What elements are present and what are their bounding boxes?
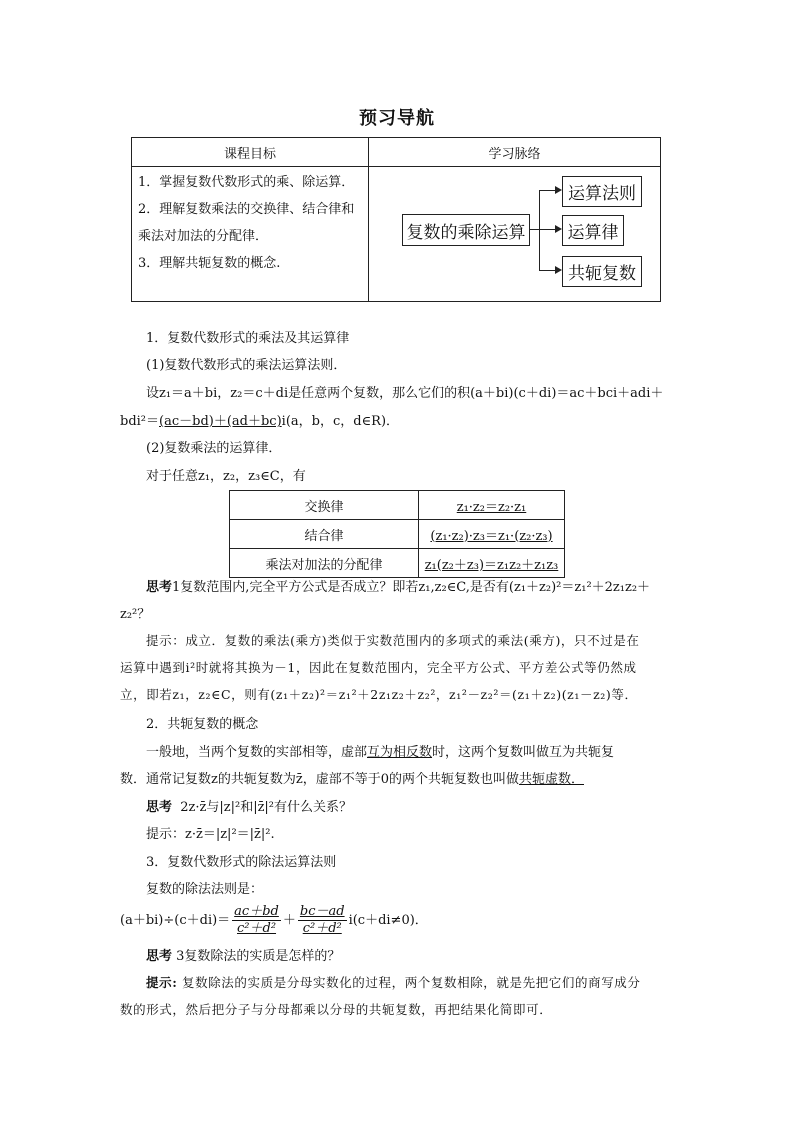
goal-item: 1．掌握复数代数形式的乘、除运算． <box>138 175 355 190</box>
law-formula: (z₁·z₂)·z₃＝z₁·(z₂·z₃) <box>419 520 565 549</box>
formula-left: (a＋bi)÷(c＋di)＝ <box>120 913 231 928</box>
think-2-answer: 提示：z·z̄＝|z|²＝|z̄|². <box>146 827 275 842</box>
law-name: 结合律 <box>230 520 419 549</box>
think-2-question <box>120 796 706 815</box>
text-span: 1复数范围内,完全平方公式是否成立？即若z₁,z₂∈C,是否有(z₁＋z₂)²＝z₁²＋2z₁z₂＋ <box>172 580 651 595</box>
think-label: 思考 <box>146 580 173 595</box>
text-span: i(a，b，c，d∈R)． <box>281 414 400 429</box>
goals-header-right: 学习脉络 <box>369 138 661 167</box>
law-name: 交换律 <box>230 491 419 520</box>
think-1-answer-1 <box>120 631 706 649</box>
text-span: 一般地，当两个复数的实部相等，虚部 <box>146 745 368 760</box>
section-1-line3: 对于任意z₁，z₂，z₃∈C，有 <box>146 469 306 484</box>
fill-in-answer: 互为相反数 <box>367 745 433 760</box>
text-span: 3复数除法的实质是怎样的？ <box>176 949 341 964</box>
think-label: 思考 <box>146 800 173 815</box>
think-1-question <box>120 576 706 595</box>
think-label: 思考 <box>146 949 173 964</box>
fraction-denominator: c²＋d² <box>302 921 342 936</box>
plus-sign: ＋ <box>282 913 296 928</box>
fraction-numerator: bc－ad <box>299 904 345 919</box>
goals-table <box>131 137 661 302</box>
text-span: 数．通常记复数z的共轭复数为z̄，虚部不等于0的两个共轭复数也叫做 <box>120 772 519 787</box>
think-1-answer-2: 运算中遇到i²时就将其换为－1，因此在复数范围内，完全平方公式、平方差公式等仍然成 <box>120 660 637 675</box>
division-formula <box>120 904 680 937</box>
section-3-line1: 复数的除法法则是： <box>146 882 264 897</box>
law-formula: z₁(z₂＋z₃)＝z₁z₂＋z₁z₃ <box>419 549 565 578</box>
law-name: 乘法对加法的分配律 <box>230 549 419 578</box>
fraction-numerator: ac＋bd <box>234 904 279 919</box>
think-1-answer-3: 立，即若z₁，z₂∈C，则有(z₁＋z₂)²＝z₁²＋2z₁z₂＋z₂²，z₁²－z₂²＝(z₁＋z₂)(z₁－z₂)等． <box>120 687 638 702</box>
text-span: 2z·z̄与|z|²和|z̄|²有什么关系？ <box>180 800 353 815</box>
think-3-question <box>120 945 706 964</box>
fraction-real <box>232 904 281 937</box>
diagram-root-box: 复数的乘除运算 <box>402 214 530 246</box>
goal-item: 2．理解复数乘法的交换律、结合律和乘法对加法的分配律． <box>138 202 355 244</box>
text-span: bdi²＝ <box>120 414 160 429</box>
think-3-answer-1 <box>120 973 706 991</box>
law-formula: z₁·z₂＝z₂·z₁ <box>419 491 565 520</box>
section-3-heading: 3．复数代数形式的除法运算法则 <box>146 855 337 870</box>
text-span: 时，这两个复数叫做互为共轭复 <box>432 745 615 760</box>
laws-table <box>229 490 565 578</box>
section-2-line1 <box>120 741 706 760</box>
section-1-line2 <box>120 410 680 429</box>
answer-label: 提示： <box>146 633 186 648</box>
table-row <box>230 491 565 520</box>
think-1-question-cont: z₂²？ <box>120 607 151 622</box>
goals-list <box>132 167 369 302</box>
section-1-sub2: (2)复数乘法的运算律． <box>146 441 282 456</box>
fill-in-answer: (ac－bd)＋(ad＋bc) <box>159 414 282 429</box>
goal-item: 3．理解共轭复数的概念. <box>138 256 281 271</box>
answer-label: 提示: <box>146 975 178 990</box>
goals-header-left: 课程目标 <box>132 138 369 167</box>
section-2-line2 <box>120 768 680 787</box>
text-span: 成立．复数的乘法(乘方)类似于实数范围内的多项式的乘法(乘方)，只不过是在 <box>185 633 640 648</box>
section-1-heading: 1．复数代数形式的乘法及其运算律 <box>146 331 350 346</box>
learning-diagram <box>369 167 661 302</box>
section-1-line1: 设z₁＝a＋bi，z₂＝c＋di是任意两个复数，那么它们的积(a＋bi)(c＋di)＝ac＋bci＋adi＋ <box>146 386 664 401</box>
think-3-answer-2: 数的形式，然后把分子与分母都乘以分母的共轭复数，再把结果化简即可． <box>120 1002 553 1017</box>
table-row <box>230 520 565 549</box>
diagram-branch-box: 运算法则 <box>562 176 642 207</box>
fill-in-answer: 共轭虚数． <box>518 772 584 787</box>
section-1-sub1: (1)复数代数形式的乘法运算法则． <box>146 358 347 373</box>
diagram-branch-box: 运算律 <box>562 215 624 246</box>
text-span: 复数除法的实质是分母实数化的过程，两个复数相除，就是先把它们的商写成分 <box>182 975 641 990</box>
section-2-heading: 2．共轭复数的概念 <box>146 717 259 732</box>
fraction-imag <box>298 904 347 937</box>
table-row <box>230 549 565 578</box>
fraction-denominator: c²＋d² <box>237 921 277 936</box>
formula-right: i(c＋di≠0)． <box>348 913 428 928</box>
diagram-branch-box: 共轭复数 <box>562 256 642 287</box>
page-title: 预习导航 <box>359 108 435 129</box>
